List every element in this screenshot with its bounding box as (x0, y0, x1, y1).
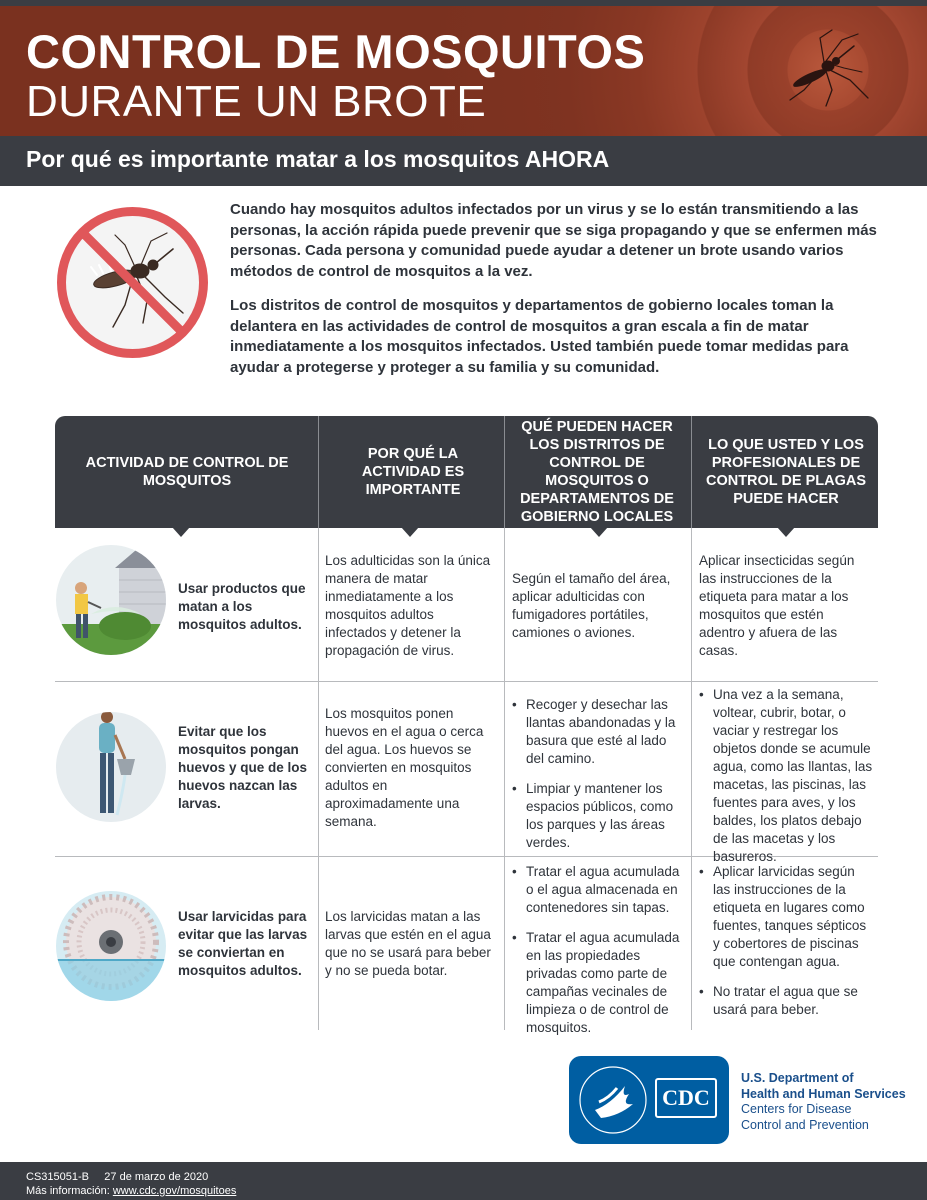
page-footer (0, 1162, 927, 1200)
emptying-bucket-icon (55, 711, 167, 823)
page-subtitle: DURANTE UN BROTE (26, 77, 487, 126)
row-2-why: Los mosquitos ponen huevos en el agua o cerca del agua. Los huevos se convierten en mosquitos adultos en aproximadamente una semana. (325, 706, 484, 829)
list-item: • Tratar el agua acumulada o el agua almacenada en contenedores sin tapas. (512, 863, 686, 917)
intro-paragraph-2: Los distritos de control de mosquitos y departamentos de gobierno locales toman la delantera en las actividades de control de mosquitos a gran escala a fin de matar inmediatamente a los mosquitos infectados. Usted también puede tomar medidas para ayudar a protegerse y proteger a su familia y su comunidad. (230, 297, 849, 376)
more-info-label: Más información: (26, 1185, 110, 1197)
section-heading: Por qué es importante matar a los mosquitos AHORA (26, 146, 610, 172)
header-divider (318, 416, 319, 528)
row-2-districts (512, 696, 686, 852)
list-item: • Tratar el agua acumulada en las propiedades privadas como parte de campañas vecinales de limpieza o de control de mosquitos. (512, 929, 686, 1037)
row-1-why: Los adulticidas son la única manera de matar inmediatamente a los mosquitos adultos infectados y detener la propagación de virus. (325, 553, 491, 658)
header-districts: QUÉ PUEDEN HACER LOS DISTRITOS DE CONTROL DE MOSQUITOS O DEPARTAMENTOS DE GOBIERNO LOCALES (520, 419, 674, 525)
row-1-districts: Según el tamaño del área, aplicar adulticidas con fumigadores portátiles, camiones o aviones. (512, 571, 671, 640)
header-divider (691, 416, 692, 528)
row-3-districts (512, 863, 686, 1037)
intro-paragraph-1: Cuando hay mosquitos adultos infectados por un virus y se lo están transmitiendo a las personas, la acción rápida puede prevenir que se siga propagando y que se enfermen más personas. Cada persona y comunidad puede ayudar a detener un brote usando varios métodos de control de mosquitos a la vez. (230, 201, 877, 280)
cdc-logo: CDC (655, 1078, 717, 1118)
hhs-eagle-icon (577, 1064, 649, 1136)
page-header (0, 6, 927, 136)
hhs-cdc-logo (569, 1056, 729, 1144)
hhs-line-1: U.S. Department of (741, 1071, 854, 1085)
no-mosquito-icon (55, 205, 210, 360)
more-info-link[interactable]: www.cdc.gov/mosquitoes (112, 1185, 237, 1197)
header-divider (504, 416, 505, 528)
list-item: • Recoger y desechar las llantas abandonadas y la basura que esté al lado del camino. (512, 696, 686, 768)
header-activity: ACTIVIDAD DE CONTROL DE MOSQUITOS (85, 455, 289, 489)
list-item: • No tratar el agua que se usará para beber. (699, 983, 873, 1019)
publication-code: CS315051-B (26, 1171, 89, 1183)
row-divider (55, 681, 878, 682)
column-divider (504, 528, 505, 1030)
footer-meta (26, 1171, 208, 1183)
row-3-activity: Usar larvicidas para evitar que las larvas se conviertan en mosquitos adultos. (178, 909, 308, 978)
header-caret (777, 527, 795, 537)
header-you: LO QUE USTED Y LOS PROFESIONALES DE CONTROL DE PLAGAS PUEDE HACER (705, 437, 867, 507)
table-header (55, 416, 878, 528)
list-item: • Aplicar larvicidas según las instrucciones de la etiqueta en lugares como fuentes, tanques sépticos y cobertores de piscinas que contengan agua. (699, 863, 873, 971)
cdc-line-1: Centers for Disease (741, 1102, 852, 1116)
spraying-person-icon (55, 544, 167, 656)
intro-text (230, 200, 880, 392)
footer-more-info (26, 1185, 236, 1197)
row-2-activity: Evitar que los mosquitos pongan huevos y que de los huevos nazcan las larvas. (178, 724, 308, 811)
list-item: • Una vez a la semana, voltear, cubrir, botar, o vaciar y restregar los objetos donde se acumule agua, como las llantas, las macetas, las piscinas, las fuentes para aves, y los baldes, los platos debajo de las macetas y los basureros. (699, 686, 873, 866)
header-caret (590, 527, 608, 537)
row-2-you (699, 686, 873, 866)
column-divider (318, 528, 319, 1030)
column-divider (691, 528, 692, 1030)
agency-names (741, 1071, 906, 1133)
hhs-line-2: Health and Human Services (741, 1086, 906, 1101)
larvicide-water-icon (55, 890, 167, 1002)
row-1-activity: Usar productos que matan a los mosquitos adultos. (178, 581, 306, 632)
header-why: POR QUÉ LA ACTIVIDAD ES IMPORTANTE (361, 446, 465, 498)
section-heading-bar (0, 136, 927, 186)
list-item: • Limpiar y mantener los espacios públicos, como los parques y las áreas verdes. (512, 780, 686, 852)
header-caret (172, 527, 190, 537)
publication-date: 27 de marzo de 2020 (104, 1171, 209, 1183)
mosquito-icon (780, 28, 872, 108)
cdc-line-2: Control and Prevention (741, 1117, 869, 1132)
row-3-you (699, 863, 873, 1019)
header-caret (401, 527, 419, 537)
page-title: CONTROL DE MOSQUITOS (26, 25, 646, 78)
row-1-you: Aplicar insecticidas según las instrucciones de la etiqueta para matar a los mosquitos que estén adentro y afuera de las casas. (699, 553, 855, 658)
row-3-why: Los larvicidas matan a las larvas que estén en el agua que no se usará para beber y no se pueda botar. (325, 909, 491, 978)
